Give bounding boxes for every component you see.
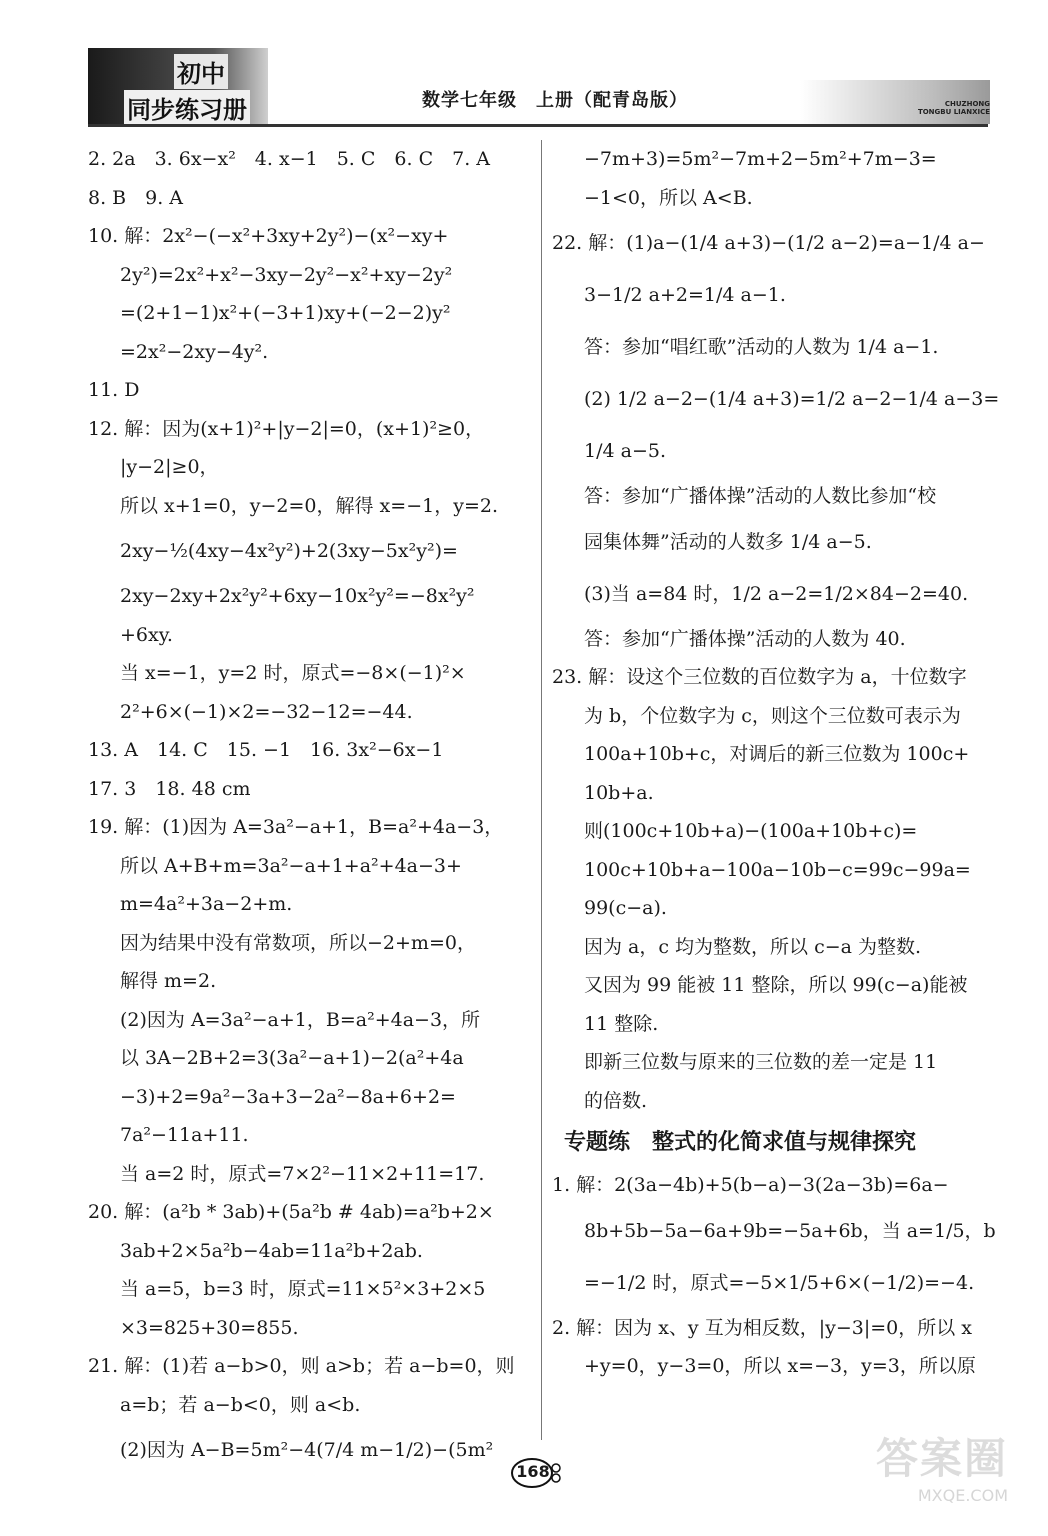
answer-line: 2y²)=2x²+x²−3xy−2y²−x²+xy−2y² — [120, 263, 453, 286]
answer-line: (2)因为 A=3a²−a+1，B=a²+4a−3，所 — [120, 1008, 481, 1031]
page-number: 168 — [516, 1462, 550, 1481]
answer-line: 解得 m=2. — [120, 970, 217, 992]
answer-line: 3−1/2 a+2=1/4 a−1. — [584, 284, 786, 306]
answer-line: 为 b，个位数字为 c，则这个三位数可表示为 — [584, 704, 961, 727]
answer-line: a=b；若 a−b<0，则 a<b. — [120, 1393, 361, 1416]
answer-line: 99(c−a). — [584, 897, 667, 919]
answer-line: 2²+6×(−1)×2=−32−12=−44. — [120, 700, 413, 723]
answer-line: 因为 a，c 均为整数，所以 c−a 为整数. — [584, 935, 922, 958]
answer-line: 11. D — [88, 379, 140, 401]
answer-line: m=4a²+3a−2+m. — [120, 893, 293, 915]
answer-line: 20. 解：(a²b * 3ab)+(5a²b # 4ab)=a²b+2× — [88, 1201, 494, 1223]
pinyin-line1: CHUZHONG — [944, 100, 990, 108]
answer-line: =−1/2 时，原式=−5×1/5+6×(−1/2)=−4. — [584, 1271, 975, 1294]
column-divider — [541, 140, 542, 1440]
answer-line: +6xy. — [120, 623, 173, 646]
answer-line: 21. 解：(1)若 a−b>0，则 a>b；若 a−b=0，则 — [88, 1355, 515, 1377]
book-logo — [88, 48, 268, 126]
answer-line: 当 a=5，b=3 时，原式=11×5²×3+2×5 — [120, 1278, 486, 1300]
answer-line: =2x²−2xy−4y². — [120, 340, 269, 363]
answer-line: −3)+2=9a²−3a+3−2a²−8a+6+2= — [120, 1085, 456, 1108]
answer-line: 19. 解：(1)因为 A=3a²−a+1，B=a²+4a−3， — [88, 816, 504, 838]
answer-line: 13. A 14. C 15. −1 16. 3x²−6x−1 — [88, 739, 444, 761]
answer-line: +y=0，y−3=0，所以 x=−3，y=3，所以原 — [584, 1355, 976, 1377]
header-pinyin — [918, 100, 990, 116]
answer-line: 1. 解：2(3a−4b)+5(b−a)−3(2a−3b)=6a− — [552, 1174, 949, 1196]
answer-line: 当 a=2 时，原式=7×2²−11×2+11=17. — [120, 1162, 485, 1185]
answer-line: 当 x=−1，y=2 时，原式=−8×(−1)²× — [120, 662, 466, 684]
answer-line: 22. 解：(1)a−(1/4 a+3)−(1/2 a−2)=a−1/4 a− — [552, 232, 985, 254]
answer-line: −7m+3)=5m²−7m+2−5m²+7m−3= — [584, 148, 937, 170]
answer-line: 10b+a. — [584, 781, 654, 804]
answer-line: |y−2|≥0， — [120, 456, 219, 478]
answer-line: 8b+5b−5a−6a+9b=−5a+6b，当 a=1/5，b — [584, 1219, 996, 1242]
answer-line: 因为结果中没有常数项，所以−2+m=0， — [120, 931, 476, 954]
answer-line: 1/4 a−5. — [584, 440, 666, 462]
answer-line: 以 3A−2B+2=3(3a²−a+1)−2(a²+4a — [120, 1047, 464, 1069]
answer-line: (3)当 a=84 时，1/2 a−2=1/2×84−2=40. — [584, 582, 969, 605]
header-rule — [88, 124, 988, 127]
section-title: 专题练 整式的化简求值与规律探究 — [564, 1130, 917, 1155]
answer-line: 100c+10b+a−100a−10b−c=99c−99a= — [584, 858, 971, 881]
answer-line: 11 整除. — [584, 1012, 659, 1035]
answer-line: 12. 解：因为(x+1)²+|y−2|=0，(x+1)²≥0， — [88, 417, 485, 440]
answer-line: 17. 3 18. 48 cm — [88, 777, 251, 800]
answer-line: 8. B 9. A — [88, 186, 184, 209]
answer-line: (2)因为 A−B=5m²−4(7/4 m−1/2)−(5m² — [120, 1439, 494, 1461]
logo-line2: 同步练习册 — [124, 90, 250, 125]
watermark-logo: 答案圈 — [875, 1434, 1008, 1483]
right-column — [552, 140, 1000, 1386]
answer-line: 2xy−½(4xy−4x²y²)+2(3xy−5x²y²)= — [120, 540, 458, 562]
answer-line: (2) 1/2 a−2−(1/4 a+3)=1/2 a−2−1/4 a−3= — [584, 388, 1000, 410]
answer-line: 3ab+2×5a²b−4ab=11a²b+2ab. — [120, 1239, 423, 1262]
answer-line: 所以 A+B+m=3a²−a+1+a²+4a−3+ — [120, 854, 462, 877]
answer-line: 则(100c+10b+a)−(100a+10b+c)= — [584, 820, 918, 842]
pinyin-line2: TONGBU LIANXICE — [917, 108, 990, 116]
answer-line: 所以 x+1=0，y−2=0，解得 x=−1，y=2. — [120, 494, 498, 517]
watermark — [828, 1426, 1008, 1506]
answer-line: ×3=825+30=855. — [120, 1316, 299, 1339]
logo-line1: 初中 — [174, 54, 228, 89]
answer-line: 答：参加“唱红歌”活动的人数为 1/4 a−1. — [584, 336, 939, 358]
answer-line: 23. 解：设这个三位数的百位数字为 a，十位数字 — [552, 666, 967, 688]
answer-line: 答：参加“广播体操”活动的人数为 40. — [584, 627, 906, 650]
answer-line: 2. 2a 3. 6x−x² 4. x−1 5. C 6. C 7. A — [88, 148, 490, 170]
answer-line: 的倍数. — [584, 1089, 648, 1112]
answer-line: 2xy−2xy+2x²y²+6xy−10x²y²=−8x²y² — [120, 585, 475, 607]
watermark-url: MXQE.COM — [917, 1486, 1008, 1505]
page-number-badge — [510, 1456, 564, 1490]
answer-line: 即新三位数与原来的三位数的差一定是 11 — [584, 1051, 938, 1073]
answer-line: −1<0，所以 A<B. — [584, 186, 753, 209]
answer-line: 园集体舞”活动的人数多 1/4 a−5. — [584, 530, 872, 553]
book-title: 数学七年级 上册（配青岛版） — [422, 90, 688, 111]
answer-line: 100a+10b+c，对调后的新三位数为 100c+ — [584, 743, 970, 765]
answer-line: 7a²−11a+11. — [120, 1124, 249, 1146]
answer-line: 10. 解：2x²−(−x²+3xy+2y²)−(x²−xy+ — [88, 225, 449, 247]
answer-line: 又因为 99 能被 11 整除，所以 99(c−a)能被 — [584, 974, 968, 996]
answer-line: =(2+1−1)x²+(−3+1)xy+(−2−2)y² — [120, 302, 451, 324]
left-column — [88, 140, 533, 1476]
answer-line: 答：参加“广播体操”活动的人数比参加“校 — [584, 485, 937, 507]
answer-line: 2. 解：因为 x、y 互为相反数，|y−3|=0，所以 x — [552, 1316, 973, 1339]
